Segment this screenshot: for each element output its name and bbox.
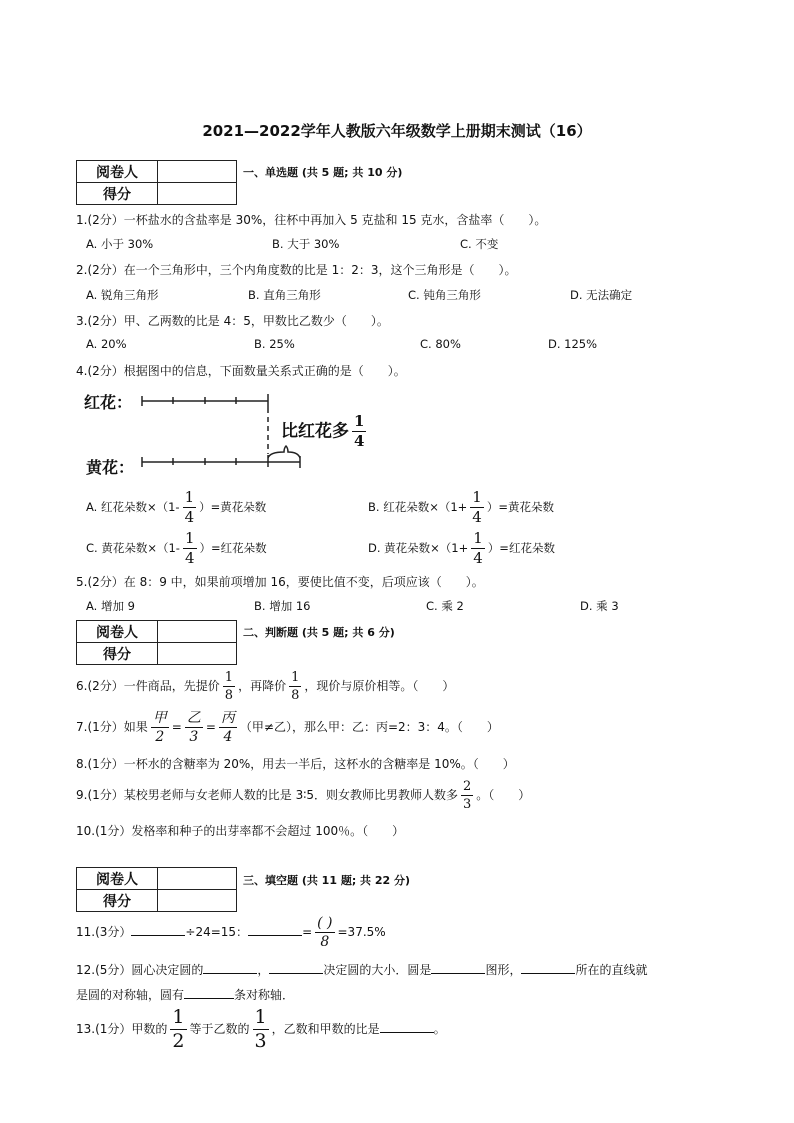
reviewer-label: 阅卷人 <box>77 621 158 643</box>
score-box-1 <box>76 160 237 205</box>
answer-blank[interactable] <box>380 1020 434 1033</box>
yellow-flower-label: 黄花： <box>86 458 135 477</box>
section-3-heading: 三、填空题 (共 11 题; 共 22 分) <box>243 874 411 887</box>
score-cell[interactable] <box>158 183 237 205</box>
score-box-2 <box>76 620 237 665</box>
q4-option-d[interactable]: D. 黄花朵数×（1+ $\frac{1}{4}$ ）=红花朵数 <box>368 529 555 567</box>
question-12-line-2: 是圆的对称轴，圆有 条对称轴． <box>76 988 295 1002</box>
question-11: 11.(3分） ÷24=15： = $\frac{( )}{8}$ =37.5% <box>76 915 386 950</box>
question-1: 1.(2分）一杯盐水的含盐率是 30%，往杯中再加入 5 克盐和 15 克水，含盐率（ ）。 <box>76 213 547 227</box>
answer-blank[interactable] <box>203 961 257 974</box>
q5-option-a[interactable]: A. 增加 9 <box>86 599 135 613</box>
question-5: 5.(2分）在 8：9 中，如果前项增加 16，要使比值不变，后项应该（ ）。 <box>76 575 484 589</box>
q3-option-b[interactable]: B. 25% <box>254 337 295 351</box>
score-cell[interactable] <box>158 890 237 912</box>
score-box-3 <box>76 867 237 912</box>
question-7: 7.(1分）如果 $\frac{\text{甲}}{2}$ = $\frac{\text{乙}}{3}$ = $\frac{\text{丙}}{4}$ （甲≠乙），那么甲：乙：丙=2：3：4。（ ） <box>76 710 499 745</box>
reviewer-cell[interactable] <box>158 868 237 890</box>
answer-blank[interactable] <box>431 961 485 974</box>
q1-option-c[interactable]: C. 不变 <box>460 237 499 251</box>
q2-option-d[interactable]: D. 无法确定 <box>570 288 633 302</box>
question-8: 8.(1分）一杯水的含糖率为 20%，用去一半后，这杯水的含糖率是 10%。（ ） <box>76 757 515 771</box>
answer-blank[interactable] <box>184 986 234 999</box>
question-13: 13.(1分）甲数的 $\frac{1}{2}$ 等于乙数的 $\frac{1}{3}$ ，乙数和甲数的比是 。 <box>76 1006 446 1052</box>
q3-option-d[interactable]: D. 125% <box>548 337 598 351</box>
q1-option-a[interactable]: A. 小于 30% <box>86 237 154 251</box>
reviewer-label: 阅卷人 <box>77 868 158 890</box>
answer-blank[interactable] <box>269 961 323 974</box>
red-flower-label: 红花： <box>84 393 133 412</box>
q2-option-b[interactable]: B. 直角三角形 <box>248 288 321 302</box>
page-title: 2021—2022学年人教版六年级数学上册期末测试（16） <box>202 122 592 140</box>
section-1-heading: 一、单选题 (共 5 题; 共 10 分) <box>243 166 403 179</box>
score-cell[interactable] <box>158 643 237 665</box>
answer-blank[interactable] <box>131 923 185 936</box>
score-label: 得分 <box>77 890 158 912</box>
score-label: 得分 <box>77 183 158 205</box>
score-label: 得分 <box>77 643 158 665</box>
section-2-heading: 二、判断题 (共 5 题; 共 6 分) <box>243 626 395 639</box>
question-12: 12.(5分）圆心决定圆的 ， 决定圆的大小．圆是 图形， 所在的直线就 <box>76 963 648 977</box>
q3-option-a[interactable]: A. 20% <box>86 337 127 351</box>
q4-option-b[interactable]: B. 红花朵数×（1+ $\frac{1}{4}$ ）=黄花朵数 <box>368 488 554 526</box>
q3-option-c[interactable]: C. 80% <box>420 337 461 351</box>
q4-option-c[interactable]: C. 黄花朵数×（1- $\frac{1}{4}$ ）=红花朵数 <box>86 529 267 567</box>
q1-option-b[interactable]: B. 大于 30% <box>272 237 340 251</box>
question-9: 9.(1分）某校男老师与女老师人数的比是 3∶5．则女教师比男教师人数多 $\frac{2}{3}$ 。（ ） <box>76 779 531 812</box>
question-3: 3.(2分）甲、乙两数的比是 4：5，甲数比乙数少（ ）。 <box>76 314 389 328</box>
q5-option-d[interactable]: D. 乘 3 <box>580 599 619 613</box>
question-4: 4.(2分）根据图中的信息，下面数量关系式正确的是（ ）。 <box>76 364 406 378</box>
compare-label: 比红花多 $\frac{1}{4}$ <box>281 412 365 450</box>
answer-blank[interactable] <box>248 923 302 936</box>
q5-option-b[interactable]: B. 增加 16 <box>254 599 311 613</box>
reviewer-cell[interactable] <box>158 161 237 183</box>
q2-option-c[interactable]: C. 钝角三角形 <box>408 288 481 302</box>
q2-option-a[interactable]: A. 锐角三角形 <box>86 288 159 302</box>
q4-option-a[interactable]: A. 红花朵数×（1- $\frac{1}{4}$ ）=黄花朵数 <box>86 488 267 526</box>
question-2: 2.(2分）在一个三角形中，三个内角度数的比是 1：2：3，这个三角形是（ ）。 <box>76 263 517 277</box>
answer-blank[interactable] <box>521 961 575 974</box>
fraction-one-quarter: $\frac{1}{4}$ <box>354 412 365 450</box>
question-6: 6.(2分）一件商品，先提价 $\frac{1}{8}$ ，再降价 $\frac{1}{8}$ ，现价与原价相等。（ ） <box>76 670 455 703</box>
question-10: 10.(1分）发格率和种子的出芽率都不会超过 100％。（ ） <box>76 824 405 838</box>
reviewer-label: 阅卷人 <box>77 161 158 183</box>
reviewer-cell[interactable] <box>158 621 237 643</box>
q5-option-c[interactable]: C. 乘 2 <box>426 599 464 613</box>
